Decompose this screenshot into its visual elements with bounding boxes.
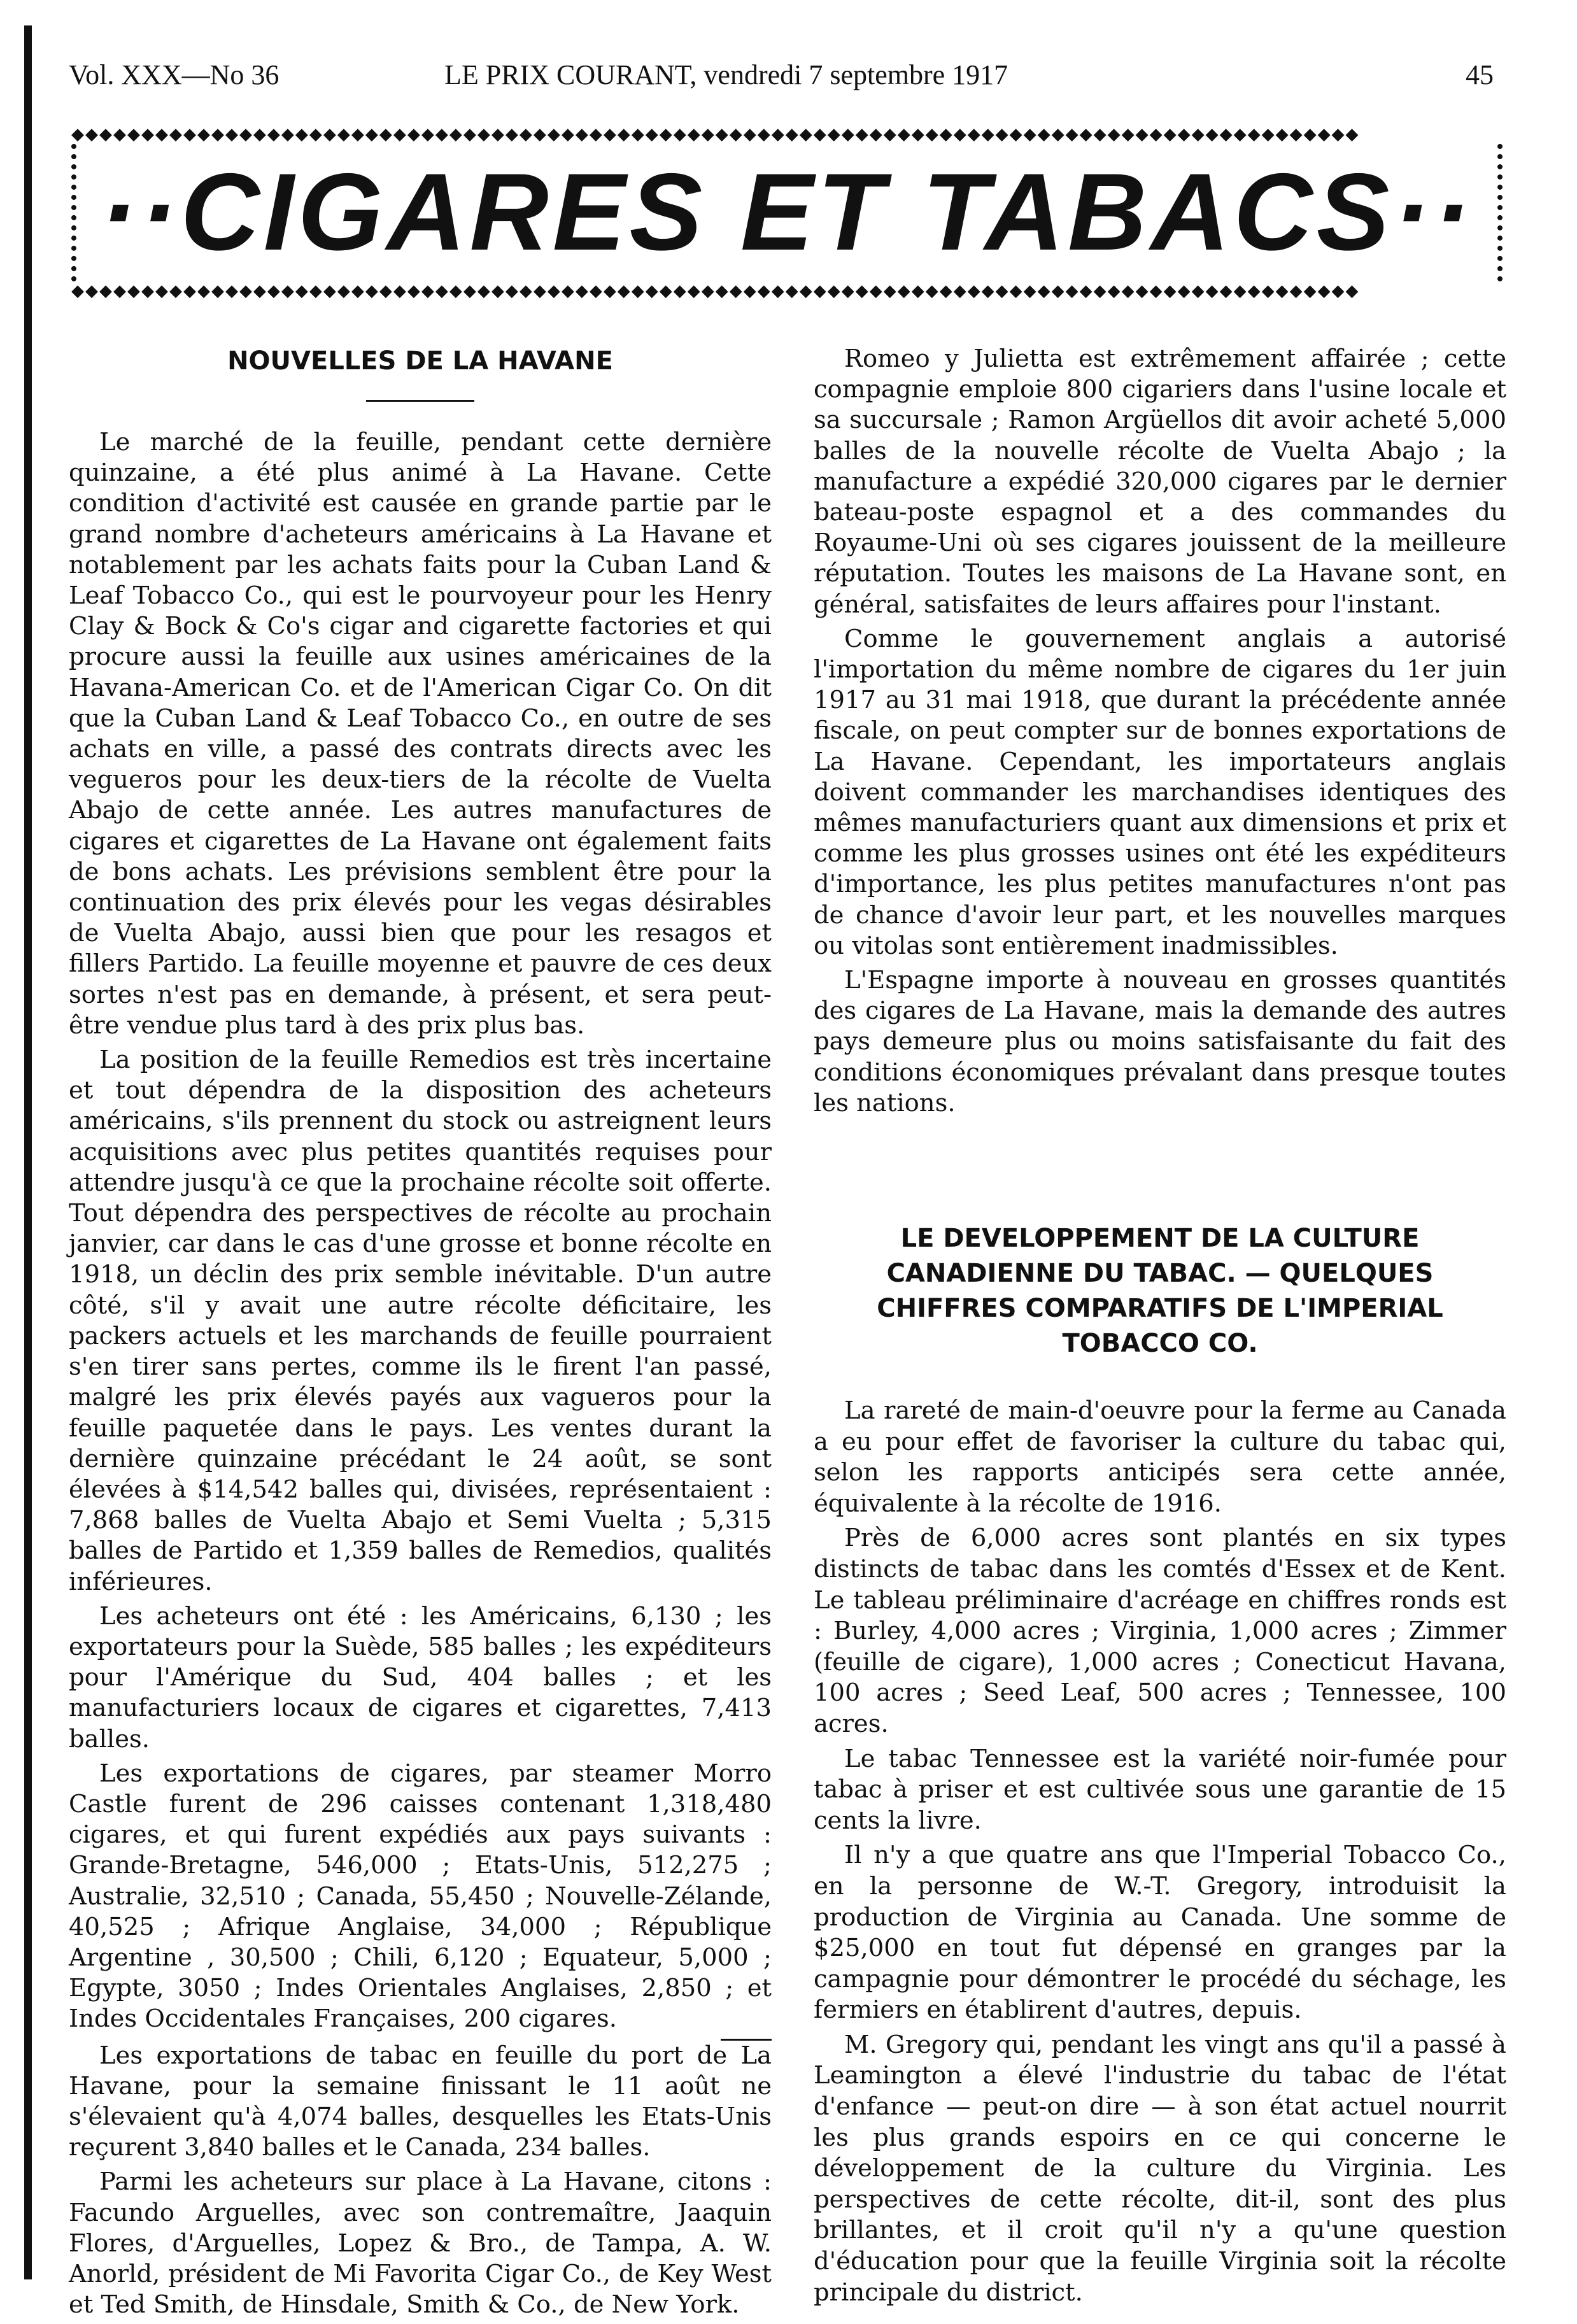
publication-title: LE PRIX COURANT, vendredi 7 septembre 1917 [444, 59, 1008, 90]
paragraph: L'Espagne importe à nouveau en grosses quantités des cigares de La Havane, mais la demande des autres pays demeure plus ou moins satisfaisante du fait des conditions économiques prévalant dans presque toutes les nations. [814, 966, 1506, 1117]
page-number: 45 [1466, 59, 1494, 90]
heading-rule [366, 400, 474, 402]
article-culture-canadienne [814, 1221, 1506, 2312]
paragraph: Les acheteurs ont été : les Américains, 6,130 ; les exportateurs pour la Suède, 585 balles ; les expéditeurs pour l'Amérique du Sud, 404 balles ; et les manufacturiers locaux de cigares et cigarettes, 7,413 balles. [69, 1601, 772, 1754]
paragraph: Parmi les acheteurs sur place à La Havane, citons : Facundo Arguelles, avec son contremaître, Jaaquin Flores, d'Arguelles, Lopez & Bro., de Tampa, A. W. Anorld, président de Mi Favorita Cigar Co., de Key West et Ted Smith, de Hinsdale, Smith & Co., de New York. [69, 2167, 772, 2320]
running-header [69, 59, 1508, 97]
ornament-border-top: ◆◆◆◆◆◆◆◆◆◆◆◆◆◆◆◆◆◆◆◆◆◆◆◆◆◆◆◆◆◆◆◆◆◆◆◆◆◆◆◆◆◆◆◆◆◆◆◆◆◆◆◆◆◆◆◆◆◆◆◆◆◆◆◆◆◆◆◆◆◆◆◆◆◆◆◆◆◆◆◆◆◆◆◆◆◆◆◆◆◆◆◆ [71, 125, 1360, 144]
paragraph: M. Gregory qui, pendant les vingt ans qu'il a passé à Leamington a élevé l'industrie du tabac de l'état d'enfance — peut-on dire — à son état actuel nourrit les plus grands espoirs en ce qui concerne le développement de la culture du Virginia. Les perspectives de cette récolte, dit-il, sont des plus brillantes, et il croit qu'il n'y a qu'une question d'éducation pour que la feuille Virginia soit la récolte principale du district. [814, 2030, 1506, 2307]
paragraph: Les exportations de cigares, par steamer Morro Castle furent de 296 caisses contenant 1,318,480 cigares, et qui furent expédiés aux pays suivants : Grande-Bretagne, 546,000 ; Etats-Unis, 512,275 ; Australie, 32,510 ; Canada, 55,450 ; Nouvelle-Zélande, 40,525 ; Afrique Anglaise, 34,000 ; République Argentine , 30,500 ; Chili, 6,120 ; Equateur, 5,000 ; Egypte, 3050 ; Indes Orientales Anglaises, 2,850 ; et Indes Occidentales Françaises, 200 cigares. [69, 1759, 772, 2034]
ornament-border-bottom: ◆◆◆◆◆◆◆◆◆◆◆◆◆◆◆◆◆◆◆◆◆◆◆◆◆◆◆◆◆◆◆◆◆◆◆◆◆◆◆◆◆◆◆◆◆◆◆◆◆◆◆◆◆◆◆◆◆◆◆◆◆◆◆◆◆◆◆◆◆◆◆◆◆◆◆◆◆◆◆◆◆◆◆◆◆◆◆◆◆◆◆◆ [71, 281, 1360, 301]
paragraph: Les exportations de tabac en feuille du port de La Havane, pour la semaine finissant le 11 août ne s'élevaient qu'à 4,074 balles, desquelles les Etats-Unis reçurent 3,840 balles et le Canada, 234 balles. [69, 2041, 772, 2162]
article-havane-column-right [814, 344, 1506, 1123]
volume-number: Vol. XXX—No 36 [69, 59, 279, 90]
paragraph: Il n'y a que quatre ans que l'Imperial Tobacco Co., en la personne de W.-T. Gregory, introduisit la production de Virginia au Canada. Une somme de $25,000 en tout fut dépensé en granges par la campagnie pour démontrer le procédé du séchage, les fermiers en établirent d'autres, depuis. [814, 1841, 1506, 2025]
paragraph: Le marché de la feuille, pendant cette dernière quinzaine, a été plus animé à La Havane. Cette condition d'activité est causée en grande partie par le grand nombre d'acheteurs américains à La Havane et notablement par les achats faits pour la Cuban Land & Leaf Tobacco Co., qui est le pourvoyeur pour les Henry Clay & Bock & Co's cigar and cigarette factories et qui procure aussi la feuille aux usines américaines de la Havana-American Co. et de l'American Cigar Co. On dit que la Cuban Land & Leaf Tobacco Co., en outre de ses achats en ville, a passé des contrats directs avec les vegueros pour les deux-tiers de la récolte de Vuelta Abajo de cette année. Les autres manufactures de cigares et cigarettes de La Havane ont également faits de bons achats. Les prévisions semblent être pour la continuation des prix élevés pour les vegas désirables de Vuelta Abajo, aussi bien que pour les resagos et fillers Partido. La feuille moyenne et pauvre de ces deux sortes n'est pas en demande, à présent, et sera peut-être vendue plus tard à des prix plus bas. [69, 428, 772, 1040]
article-heading-havane: NOUVELLES DE LA HAVANE [227, 346, 613, 376]
article-havane-column-left [69, 344, 772, 2324]
article-heading-culture: LE DEVELOPPEMENT DE LA CULTURE CANADIENNE DU TABAC. — QUELQUES CHIFFRES COMPARATIFS DE L'IMPERIAL TOBACCO CO. [877, 1224, 1443, 1358]
paragraph: Romeo y Julietta est extrêmement affairée ; cette compagnie emploie 800 cigariers dans l'usine locale et sa succursale ; Ramon Argüellos dit avoir acheté 5,000 balles de la nouvelle récolte de Vuelta Abajo ; la manufacture a expédié 320,000 cigares par le dernier bateau-poste espagnol et a des commandes du Royaume-Uni où ses cigares jouissent de la meilleure réputation. Toutes les maisons de La Havane sont, en général, satisfaites de leurs affaires pour l'instant. [814, 344, 1506, 619]
paragraph: La position de la feuille Remedios est très incertaine et tout dépendra de la disposition des acheteurs américains, s'ils prennent du stock ou astreignent leurs acquisitions avec plus petites quantités requises pour attendre jusqu'à ce que la prochaine récolte soit offerte. Tout dépendra des perspectives de récolte au prochain janvier, car dans le cas d'une grosse et bonne récolte en 1918, un déclin des prix semble inévitable. D'un autre côté, s'il y avait une autre récolte déficitaire, les packers actuels et les marchands de feuille pourraient s'en tirer sans pertes, comme ils le firent l'an passé, malgré les prix élevés payés aux vagueros pour la feuille paquetée dans le pays. Les ventes durant la dernière quinzaine précédant le 24 août, se sont élevées à $14,542 balles qui, divisées, représentaient : 7,868 balles de Vuelta Abajo et Semi Vuelta ; 5,315 balles de Partido et 1,359 balles de Remedios, qualités inférieures. [69, 1045, 772, 1596]
paragraph: Le tabac Tennessee est la variété noir-fumée pour tabac à priser et est cultivée sous une garantie de 15 cents la livre. [814, 1744, 1506, 1835]
article-body [814, 1396, 1506, 2308]
paragraph: Comme le gouvernement anglais a autorisé l'importation du même nombre de cigares du 1er juin 1917 au 31 mai 1918, que durant la précédente année fiscale, on peut compter sur de bonnes exportations de La Havane. Cependant, les importateurs anglais doivent commander les marchandises identiques des mêmes manufacturiers quant aux dimensions et prix et comme les plus grosses usines ont été les expéditeurs d'importance, les plus petites manufactures n'ont pas de chance d'avoir leur part, et les nouvelles marques ou vitolas sont entièrement inadmissibles. [814, 624, 1506, 960]
section-title-box [71, 125, 1503, 301]
paragraph: La rareté de main-d'oeuvre pour la ferme au Canada a eu pour effet de favoriser la culture du tabac qui, selon les rapports anticipés sera cette année, équivalente à la récolte de 1916. [814, 1396, 1506, 1518]
paragraph: Près de 6,000 acres sont plantés en six types distincts de tabac dans les comtés d'Essex et de Kent. Le tableau préliminaire d'acréage en chiffres ronds est : Burley, 4,000 acres ; Virginia, 1,000 acres ; Zimmer (feuille de cigare), 1,000 acres ; Conecticut Havana, 100 acres ; Seed Leaf, 500 acres ; Tennessee, 100 acres. [814, 1524, 1506, 1738]
section-title: ··CIGARES ET TABACS·· [99, 151, 1474, 273]
page-edge-bar [24, 25, 32, 2279]
